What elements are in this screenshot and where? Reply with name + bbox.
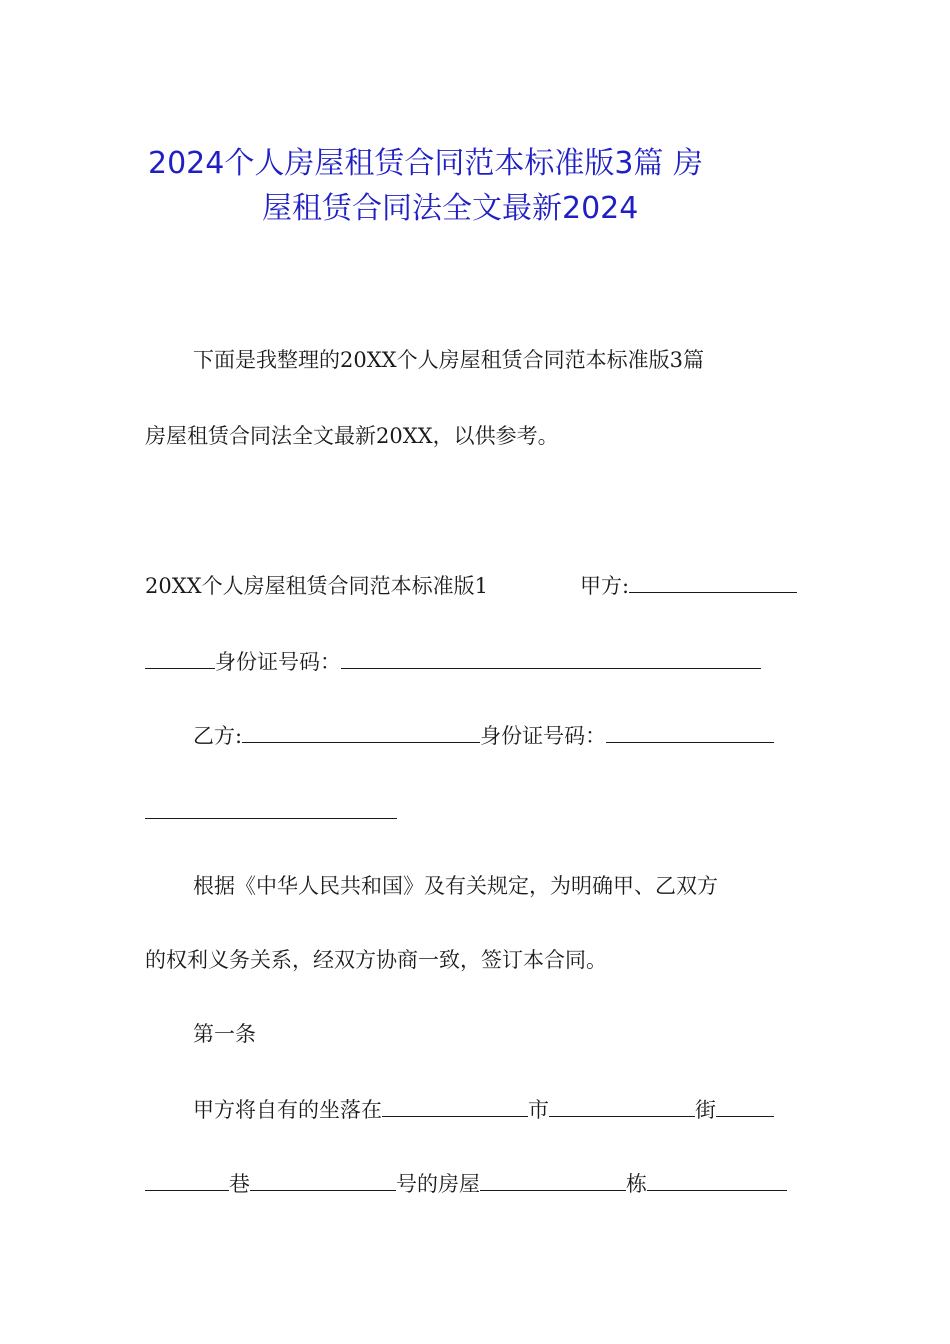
document-title-line-2: 屋租赁合同法全文最新2024 [262, 191, 639, 226]
intro-line-2: 房屋租赁合同法全文最新20XX，以供参考。 [145, 424, 559, 448]
id-b-continued-row [145, 798, 397, 826]
party-b-label: 乙方: [193, 724, 243, 748]
basis-line-2: 的权利义务关系，经双方协商一致，签订本合同。 [145, 948, 607, 972]
intro-line-1: 下面是我整理的20XX个人房屋租赁合同范本标准版3篇 [193, 348, 704, 372]
house-number-blank [250, 1172, 396, 1191]
building-blank [647, 1172, 787, 1191]
id-label-b: 身份证号码： [480, 724, 607, 748]
party-b-row [193, 722, 774, 750]
city-blank [382, 1098, 528, 1117]
id-b-blank [606, 724, 774, 743]
article-1-row-2 [145, 1170, 787, 1198]
street-blank [549, 1098, 695, 1117]
city-label: 市 [528, 1098, 549, 1122]
basis-line-1: 根据《中华人民共和国》及有关规定，为明确甲、乙双方 [193, 874, 718, 898]
party-a-row [580, 572, 797, 600]
article-1-text: 甲方将自有的坐落在 [193, 1098, 382, 1122]
id-label-a: 身份证号码： [215, 650, 341, 674]
building-label: 栋 [626, 1172, 647, 1196]
document-title-line-1: 2024个人房屋租赁合同范本标准版3篇 房 [148, 146, 703, 181]
party-a-blank [629, 574, 797, 593]
house-label: 号的房屋 [396, 1172, 480, 1196]
house-blank [480, 1172, 626, 1191]
lane-label: 巷 [229, 1172, 250, 1196]
id-a-row [145, 648, 761, 676]
article-1-heading: 第一条 [193, 1022, 256, 1046]
street-label: 街 [695, 1098, 716, 1122]
street-blank-trailing [716, 1098, 774, 1117]
party-a-blank-continued [145, 650, 215, 669]
lane-blank-leading [145, 1172, 229, 1191]
article-1-row-1 [193, 1096, 774, 1124]
id-a-blank [341, 650, 761, 669]
party-a-label: 甲方: [580, 574, 630, 598]
id-b-blank-continued [145, 800, 397, 819]
party-b-blank [242, 724, 480, 743]
section-heading: 20XX个人房屋租赁合同范本标准版1 [145, 574, 488, 598]
